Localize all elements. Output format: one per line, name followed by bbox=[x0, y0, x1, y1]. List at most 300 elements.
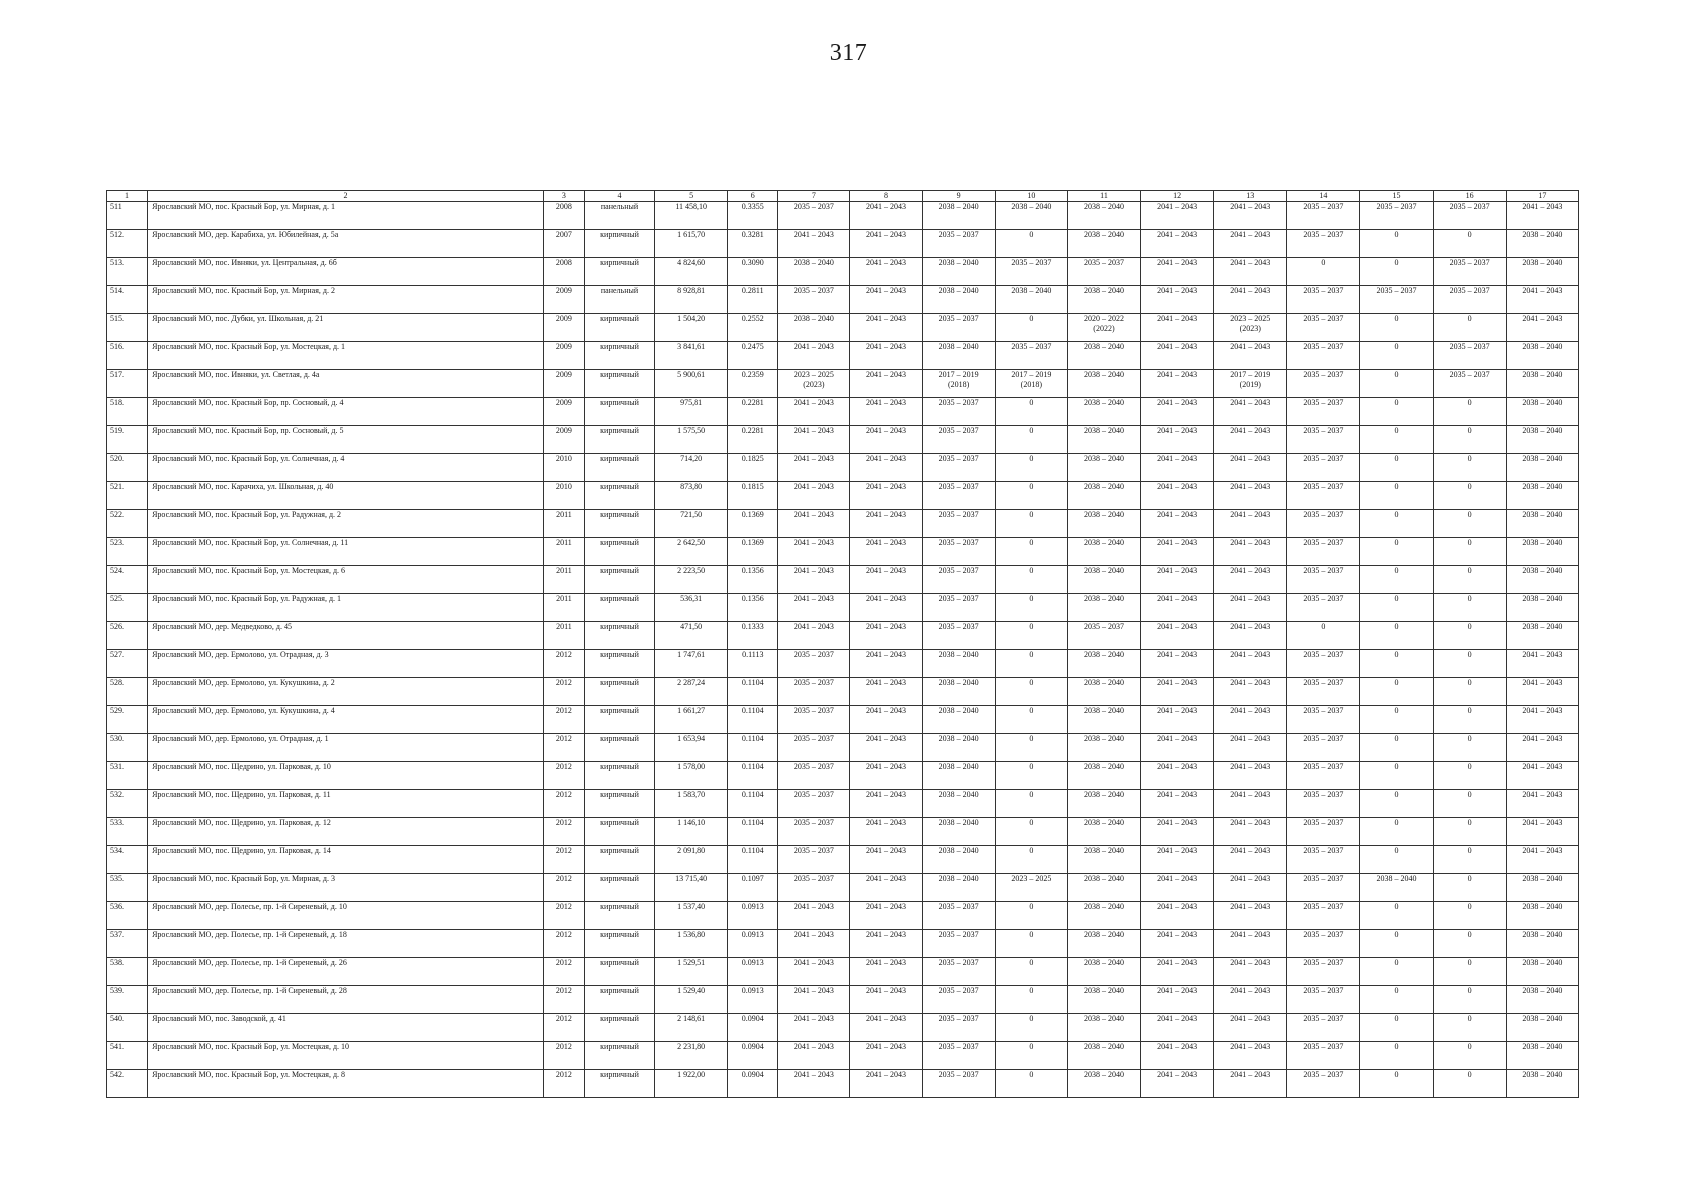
data-cell: 0 bbox=[995, 622, 1067, 650]
data-cell: 2038 – 2040 bbox=[1067, 566, 1140, 594]
table-row bbox=[107, 286, 1579, 314]
data-cell: 0.0904 bbox=[728, 1014, 778, 1042]
data-cell: 2035 – 2037 bbox=[1067, 622, 1140, 650]
data-cell: 2041 – 2043 bbox=[778, 1042, 850, 1070]
data-cell: кирпичный bbox=[584, 426, 654, 454]
data-cell: 2041 – 2043 bbox=[850, 734, 922, 762]
data-cell: 0 bbox=[1360, 454, 1433, 482]
data-cell: 0.1097 bbox=[728, 874, 778, 902]
data-cell: 0 bbox=[1433, 902, 1506, 930]
data-cell: 2012 bbox=[543, 1014, 584, 1042]
data-cell bbox=[922, 370, 995, 398]
data-cell: 2038 – 2040 bbox=[1506, 1070, 1578, 1098]
row-number-cell: 522. bbox=[107, 510, 148, 538]
data-cell: 2041 – 2043 bbox=[850, 762, 922, 790]
data-cell: 2038 – 2040 bbox=[1067, 958, 1140, 986]
data-cell: 2035 – 2037 bbox=[1287, 650, 1360, 678]
data-cell: 2038 – 2040 bbox=[1067, 818, 1140, 846]
data-cell: 2035 – 2037 bbox=[1287, 818, 1360, 846]
address-cell: Ярославский МО, пос. Красный Бор, ул. Мирная, д. 1 bbox=[148, 202, 544, 230]
data-cell: 2041 – 2043 bbox=[1506, 762, 1578, 790]
data-cell: кирпичный bbox=[584, 762, 654, 790]
data-cell: 2041 – 2043 bbox=[850, 818, 922, 846]
row-number-cell: 529. bbox=[107, 706, 148, 734]
data-cell: 975,81 bbox=[655, 398, 728, 426]
column-header-14: 14 bbox=[1287, 191, 1360, 202]
data-cell: 2035 – 2037 bbox=[778, 286, 850, 314]
data-cell: 1 583,70 bbox=[655, 790, 728, 818]
data-cell: 2035 – 2037 bbox=[1360, 202, 1433, 230]
data-cell: 0 bbox=[1360, 622, 1433, 650]
data-cell: кирпичный bbox=[584, 370, 654, 398]
row-number-cell: 524. bbox=[107, 566, 148, 594]
data-cell: 2035 – 2037 bbox=[922, 958, 995, 986]
data-cell: 2 287,24 bbox=[655, 678, 728, 706]
data-cell: 0 bbox=[995, 986, 1067, 1014]
data-cell: 0 bbox=[1360, 398, 1433, 426]
data-cell: 0 bbox=[1433, 706, 1506, 734]
data-cell: кирпичный bbox=[584, 958, 654, 986]
data-cell: 2038 – 2040 bbox=[1067, 1042, 1140, 1070]
data-cell: 2035 – 2037 bbox=[1287, 790, 1360, 818]
data-cell: 1 537,40 bbox=[655, 902, 728, 930]
data-cell: 0 bbox=[1360, 762, 1433, 790]
row-number-cell: 519. bbox=[107, 426, 148, 454]
cell-line: 2017 – 2019 bbox=[1011, 370, 1052, 379]
table-row bbox=[107, 734, 1579, 762]
data-cell: 471,50 bbox=[655, 622, 728, 650]
data-cell: 2038 – 2040 bbox=[1506, 230, 1578, 258]
data-cell: 2041 – 2043 bbox=[1141, 762, 1214, 790]
data-cell: 2041 – 2043 bbox=[850, 1014, 922, 1042]
table-row bbox=[107, 538, 1579, 566]
data-cell: 2041 – 2043 bbox=[1506, 846, 1578, 874]
data-cell: 2011 bbox=[543, 510, 584, 538]
data-cell: 2041 – 2043 bbox=[850, 986, 922, 1014]
data-cell: 0 bbox=[995, 734, 1067, 762]
data-cell: 8 928,81 bbox=[655, 286, 728, 314]
data-cell: 2038 – 2040 bbox=[1506, 930, 1578, 958]
data-cell: 2012 bbox=[543, 1070, 584, 1098]
data-cell bbox=[1067, 314, 1140, 342]
data-cell: 2038 – 2040 bbox=[1067, 202, 1140, 230]
data-cell: 0 bbox=[995, 678, 1067, 706]
data-cell: 0 bbox=[1433, 762, 1506, 790]
data-cell: 2041 – 2043 bbox=[778, 930, 850, 958]
data-cell: 0.2281 bbox=[728, 426, 778, 454]
data-cell: 2041 – 2043 bbox=[850, 342, 922, 370]
address-cell: Ярославский МО, пос. Щедрино, ул. Парковая, д. 12 bbox=[148, 818, 544, 846]
data-cell: 0 bbox=[995, 846, 1067, 874]
address-cell: Ярославский МО, пос. Красный Бор, ул. Радужная, д. 2 bbox=[148, 510, 544, 538]
data-cell: 2035 – 2037 bbox=[922, 566, 995, 594]
data-cell: 2035 – 2037 bbox=[1287, 986, 1360, 1014]
data-cell: кирпичный bbox=[584, 930, 654, 958]
data-cell: 2038 – 2040 bbox=[1506, 566, 1578, 594]
row-number-cell: 514. bbox=[107, 286, 148, 314]
data-cell: 2041 – 2043 bbox=[1214, 510, 1287, 538]
data-cell: 2012 bbox=[543, 874, 584, 902]
data-cell: 0 bbox=[995, 482, 1067, 510]
data-cell: 2041 – 2043 bbox=[1141, 510, 1214, 538]
data-cell: 2041 – 2043 bbox=[1214, 930, 1287, 958]
data-cell: 2011 bbox=[543, 622, 584, 650]
data-cell: 2007 bbox=[543, 230, 584, 258]
data-cell: 2038 – 2040 bbox=[922, 678, 995, 706]
data-cell: 0.1104 bbox=[728, 706, 778, 734]
data-cell: 2041 – 2043 bbox=[778, 454, 850, 482]
data-cell: 2041 – 2043 bbox=[1506, 650, 1578, 678]
data-cell: 0 bbox=[995, 818, 1067, 846]
data-cell: 2041 – 2043 bbox=[850, 1042, 922, 1070]
data-cell: 2041 – 2043 bbox=[1506, 790, 1578, 818]
data-cell: 0 bbox=[995, 650, 1067, 678]
data-cell: 2038 – 2040 bbox=[1067, 594, 1140, 622]
data-cell: 0 bbox=[1360, 678, 1433, 706]
data-cell: 0 bbox=[1360, 342, 1433, 370]
data-cell: 2041 – 2043 bbox=[850, 958, 922, 986]
data-cell: 2 231,80 bbox=[655, 1042, 728, 1070]
data-cell: кирпичный bbox=[584, 1042, 654, 1070]
data-cell: 2038 – 2040 bbox=[1067, 762, 1140, 790]
data-cell: 2038 – 2040 bbox=[1067, 930, 1140, 958]
data-cell: 0.3355 bbox=[728, 202, 778, 230]
data-cell: 2035 – 2037 bbox=[1287, 454, 1360, 482]
data-cell: 2038 – 2040 bbox=[922, 846, 995, 874]
address-cell: Ярославский МО, пос. Щедрино, ул. Парковая, д. 14 bbox=[148, 846, 544, 874]
data-cell: 0 bbox=[1433, 986, 1506, 1014]
data-cell: 2038 – 2040 bbox=[922, 650, 995, 678]
data-cell: 0 bbox=[1360, 1014, 1433, 1042]
row-number-cell: 532. bbox=[107, 790, 148, 818]
data-cell: 1 578,00 bbox=[655, 762, 728, 790]
data-cell: 2009 bbox=[543, 286, 584, 314]
table-row bbox=[107, 818, 1579, 846]
data-cell: 2041 – 2043 bbox=[778, 342, 850, 370]
data-cell: 2012 bbox=[543, 930, 584, 958]
cell-line: (2022) bbox=[1093, 324, 1115, 333]
address-cell: Ярославский МО, пос. Красный Бор, ул. Мостецкая, д. 1 bbox=[148, 342, 544, 370]
data-cell: 1 661,27 bbox=[655, 706, 728, 734]
data-cell: 2035 – 2037 bbox=[1287, 566, 1360, 594]
table-row bbox=[107, 678, 1579, 706]
data-cell: 2041 – 2043 bbox=[778, 1070, 850, 1098]
data-cell: 2041 – 2043 bbox=[850, 594, 922, 622]
column-header-10: 10 bbox=[995, 191, 1067, 202]
data-cell: 2041 – 2043 bbox=[778, 426, 850, 454]
data-cell: 0 bbox=[1360, 1042, 1433, 1070]
data-cell: 0 bbox=[1433, 958, 1506, 986]
data-cell: 2008 bbox=[543, 202, 584, 230]
data-cell: 11 458,10 bbox=[655, 202, 728, 230]
data-cell bbox=[1214, 314, 1287, 342]
data-cell: 2041 – 2043 bbox=[850, 426, 922, 454]
data-cell: 2041 – 2043 bbox=[1506, 678, 1578, 706]
row-number-cell: 515. bbox=[107, 314, 148, 342]
data-cell: 2041 – 2043 bbox=[850, 902, 922, 930]
data-cell: 0 bbox=[995, 1070, 1067, 1098]
data-cell: 0 bbox=[1360, 958, 1433, 986]
data-cell: 2012 bbox=[543, 790, 584, 818]
column-header-6: 6 bbox=[728, 191, 778, 202]
data-cell: 2041 – 2043 bbox=[1141, 874, 1214, 902]
data-cell: 0 bbox=[1433, 846, 1506, 874]
cell-line: 2023 – 2025 bbox=[1230, 314, 1271, 323]
data-cell: 2012 bbox=[543, 958, 584, 986]
table-row bbox=[107, 566, 1579, 594]
data-cell: 2041 – 2043 bbox=[850, 258, 922, 286]
data-cell: 2035 – 2037 bbox=[1067, 258, 1140, 286]
data-cell: 2035 – 2037 bbox=[1287, 846, 1360, 874]
data-cell: 2038 – 2040 bbox=[922, 818, 995, 846]
data-cell: 2 091,80 bbox=[655, 846, 728, 874]
data-cell: кирпичный bbox=[584, 678, 654, 706]
data-cell: 2038 – 2040 bbox=[1067, 426, 1140, 454]
data-cell: 0 bbox=[995, 1014, 1067, 1042]
data-cell: 0.1104 bbox=[728, 846, 778, 874]
data-cell: 0 bbox=[1360, 482, 1433, 510]
data-cell: 0 bbox=[1360, 426, 1433, 454]
data-cell: кирпичный bbox=[584, 790, 654, 818]
data-cell: 2038 – 2040 bbox=[1067, 482, 1140, 510]
data-cell: 2035 – 2037 bbox=[1433, 370, 1506, 398]
column-header-8: 8 bbox=[850, 191, 922, 202]
address-cell: Ярославский МО, пос. Красный Бор, ул. Мирная, д. 2 bbox=[148, 286, 544, 314]
data-cell: кирпичный bbox=[584, 622, 654, 650]
data-cell: 2041 – 2043 bbox=[1141, 678, 1214, 706]
data-cell: 2038 – 2040 bbox=[1506, 342, 1578, 370]
data-cell: 2041 – 2043 bbox=[1141, 902, 1214, 930]
data-cell: 0 bbox=[1433, 678, 1506, 706]
table-row bbox=[107, 790, 1579, 818]
row-number-cell: 537. bbox=[107, 930, 148, 958]
row-number-cell: 516. bbox=[107, 342, 148, 370]
data-cell: 2041 – 2043 bbox=[1141, 454, 1214, 482]
data-cell: 0 bbox=[995, 594, 1067, 622]
data-cell: 0.1104 bbox=[728, 734, 778, 762]
data-cell: 0 bbox=[1360, 538, 1433, 566]
address-cell: Ярославский МО, пос. Ивняки, ул. Светлая, д. 4а bbox=[148, 370, 544, 398]
data-cell: 0 bbox=[995, 706, 1067, 734]
address-cell: Ярославский МО, дер. Ермолово, ул. Отрадная, д. 3 bbox=[148, 650, 544, 678]
data-cell: 2035 – 2037 bbox=[1287, 314, 1360, 342]
data-cell: 2008 bbox=[543, 258, 584, 286]
data-cell: кирпичный bbox=[584, 986, 654, 1014]
data-cell: 0 bbox=[1433, 818, 1506, 846]
data-cell: кирпичный bbox=[584, 650, 654, 678]
data-cell: 1 615,70 bbox=[655, 230, 728, 258]
data-cell: 2035 – 2037 bbox=[922, 902, 995, 930]
data-cell: 2035 – 2037 bbox=[922, 930, 995, 958]
data-cell: 2035 – 2037 bbox=[1287, 1042, 1360, 1070]
data-cell: 0 bbox=[1433, 538, 1506, 566]
data-cell: 2035 – 2037 bbox=[778, 650, 850, 678]
data-cell: 2041 – 2043 bbox=[1214, 454, 1287, 482]
address-cell: Ярославский МО, пос. Щедрино, ул. Парковая, д. 10 bbox=[148, 762, 544, 790]
data-cell: 2038 – 2040 bbox=[1067, 650, 1140, 678]
data-cell: 2041 – 2043 bbox=[1214, 818, 1287, 846]
data-cell: 2035 – 2037 bbox=[1287, 370, 1360, 398]
cell-line: 2017 – 2019 bbox=[1230, 370, 1271, 379]
data-cell: 2041 – 2043 bbox=[1214, 846, 1287, 874]
data-cell: 13 715,40 bbox=[655, 874, 728, 902]
table-row bbox=[107, 902, 1579, 930]
table-row bbox=[107, 342, 1579, 370]
data-cell: 2041 – 2043 bbox=[1214, 678, 1287, 706]
table-row bbox=[107, 706, 1579, 734]
data-cell: 2035 – 2037 bbox=[922, 594, 995, 622]
data-cell: 2041 – 2043 bbox=[1141, 594, 1214, 622]
data-cell: 2035 – 2037 bbox=[1433, 342, 1506, 370]
data-cell: 2035 – 2037 bbox=[1360, 286, 1433, 314]
data-cell: 0 bbox=[1360, 510, 1433, 538]
data-cell: 2041 – 2043 bbox=[778, 566, 850, 594]
data-cell: 2009 bbox=[543, 426, 584, 454]
data-cell: 2041 – 2043 bbox=[1214, 790, 1287, 818]
data-cell: 2041 – 2043 bbox=[1506, 706, 1578, 734]
table-row bbox=[107, 594, 1579, 622]
table-row bbox=[107, 370, 1579, 398]
data-cell: 2038 – 2040 bbox=[995, 286, 1067, 314]
data-cell: 2041 – 2043 bbox=[1141, 986, 1214, 1014]
data-cell: 2041 – 2043 bbox=[778, 482, 850, 510]
data-cell: 2035 – 2037 bbox=[778, 846, 850, 874]
data-cell: 2041 – 2043 bbox=[778, 986, 850, 1014]
data-cell: 2038 – 2040 bbox=[1506, 426, 1578, 454]
data-cell: 0.0913 bbox=[728, 986, 778, 1014]
data-cell: 0.3090 bbox=[728, 258, 778, 286]
data-cell: 2041 – 2043 bbox=[850, 790, 922, 818]
data-cell: 2038 – 2040 bbox=[1506, 1014, 1578, 1042]
data-cell: 2041 – 2043 bbox=[778, 958, 850, 986]
data-cell: 2041 – 2043 bbox=[1214, 398, 1287, 426]
data-cell: 2038 – 2040 bbox=[1067, 1014, 1140, 1042]
address-cell: Ярославский МО, пос. Красный Бор, ул. Мостецкая, д. 10 bbox=[148, 1042, 544, 1070]
data-cell: 2035 – 2037 bbox=[922, 398, 995, 426]
table-header bbox=[107, 191, 1579, 202]
data-cell: 2041 – 2043 bbox=[850, 678, 922, 706]
data-cell: кирпичный bbox=[584, 314, 654, 342]
row-number-cell: 525. bbox=[107, 594, 148, 622]
data-cell: 2012 bbox=[543, 818, 584, 846]
data-cell: 0.1369 bbox=[728, 538, 778, 566]
data-cell: 2035 – 2037 bbox=[1287, 286, 1360, 314]
row-number-cell: 518. bbox=[107, 398, 148, 426]
data-cell: 0 bbox=[1433, 594, 1506, 622]
data-cell: 2038 – 2040 bbox=[1506, 986, 1578, 1014]
row-number-cell: 528. bbox=[107, 678, 148, 706]
data-cell: 0 bbox=[1360, 818, 1433, 846]
page-number: 317 bbox=[829, 40, 868, 66]
data-cell: 2035 – 2037 bbox=[1287, 1014, 1360, 1042]
row-number-cell: 535. bbox=[107, 874, 148, 902]
data-cell: 2041 – 2043 bbox=[850, 202, 922, 230]
data-cell: 2035 – 2037 bbox=[922, 426, 995, 454]
data-cell: 0.1333 bbox=[728, 622, 778, 650]
column-header-16: 16 bbox=[1433, 191, 1506, 202]
data-cell: 2009 bbox=[543, 398, 584, 426]
data-cell: 721,50 bbox=[655, 510, 728, 538]
data-cell: 0 bbox=[995, 454, 1067, 482]
data-cell: 0 bbox=[1433, 930, 1506, 958]
data-cell: 2041 – 2043 bbox=[1141, 566, 1214, 594]
row-number-cell: 513. bbox=[107, 258, 148, 286]
data-cell: 2038 – 2040 bbox=[1067, 1070, 1140, 1098]
data-cell: 2012 bbox=[543, 650, 584, 678]
data-cell: кирпичный bbox=[584, 594, 654, 622]
data-cell: 2038 – 2040 bbox=[1067, 230, 1140, 258]
data-cell: 2041 – 2043 bbox=[1214, 958, 1287, 986]
table-row bbox=[107, 622, 1579, 650]
table-row bbox=[107, 258, 1579, 286]
data-cell: 1 536,80 bbox=[655, 930, 728, 958]
data-cell: 0.3281 bbox=[728, 230, 778, 258]
row-number-cell: 512. bbox=[107, 230, 148, 258]
data-cell: 0 bbox=[1360, 1070, 1433, 1098]
data-cell: 1 504,20 bbox=[655, 314, 728, 342]
data-cell: 2041 – 2043 bbox=[1141, 1070, 1214, 1098]
data-cell: 2038 – 2040 bbox=[922, 342, 995, 370]
data-cell: 2041 – 2043 bbox=[1214, 902, 1287, 930]
data-cell: 2041 – 2043 bbox=[1141, 342, 1214, 370]
data-cell: 1 922,00 bbox=[655, 1070, 728, 1098]
data-cell: 0 bbox=[1287, 258, 1360, 286]
data-cell: 2035 – 2037 bbox=[778, 678, 850, 706]
data-cell: 2041 – 2043 bbox=[1214, 650, 1287, 678]
row-number-cell: 542. bbox=[107, 1070, 148, 1098]
data-cell: 2035 – 2037 bbox=[922, 1070, 995, 1098]
data-cell: 2035 – 2037 bbox=[778, 790, 850, 818]
data-cell: 2041 – 2043 bbox=[1214, 874, 1287, 902]
data-cell: 0 bbox=[995, 762, 1067, 790]
table-row bbox=[107, 650, 1579, 678]
data-cell: 2012 bbox=[543, 902, 584, 930]
data-cell: 2038 – 2040 bbox=[922, 286, 995, 314]
data-cell: 0 bbox=[1360, 650, 1433, 678]
data-cell: 2041 – 2043 bbox=[850, 706, 922, 734]
data-cell: 2035 – 2037 bbox=[1433, 286, 1506, 314]
data-cell: 2012 bbox=[543, 1042, 584, 1070]
data-cell: 0 bbox=[1360, 566, 1433, 594]
data-cell: 2041 – 2043 bbox=[1214, 202, 1287, 230]
address-cell: Ярославский МО, пос. Красный Бор, пр. Сосновый, д. 5 bbox=[148, 426, 544, 454]
data-cell: 2035 – 2037 bbox=[1287, 426, 1360, 454]
data-cell: 2041 – 2043 bbox=[850, 846, 922, 874]
cell-line: (2018) bbox=[1020, 380, 1042, 389]
data-cell: 0 bbox=[995, 538, 1067, 566]
data-cell: кирпичный bbox=[584, 230, 654, 258]
data-cell: 2041 – 2043 bbox=[850, 454, 922, 482]
data-cell: 2035 – 2037 bbox=[995, 258, 1067, 286]
data-cell: 2041 – 2043 bbox=[1214, 1042, 1287, 1070]
data-cell: 2038 – 2040 bbox=[1506, 454, 1578, 482]
data-cell: 2041 – 2043 bbox=[1141, 622, 1214, 650]
table-row bbox=[107, 454, 1579, 482]
address-cell: Ярославский МО, пос. Заводской, д. 41 bbox=[148, 1014, 544, 1042]
data-cell: 0 bbox=[995, 902, 1067, 930]
data-cell: 2041 – 2043 bbox=[778, 230, 850, 258]
address-cell: Ярославский МО, пос. Дубки, ул. Школьная, д. 21 bbox=[148, 314, 544, 342]
address-cell: Ярославский МО, пос. Красный Бор, ул. Солнечная, д. 11 bbox=[148, 538, 544, 566]
data-cell: 2041 – 2043 bbox=[850, 622, 922, 650]
data-cell: 0.1104 bbox=[728, 762, 778, 790]
data-cell: 2035 – 2037 bbox=[922, 538, 995, 566]
table-row bbox=[107, 426, 1579, 454]
data-cell: 0 bbox=[995, 930, 1067, 958]
table-body bbox=[107, 202, 1579, 1098]
data-cell: 2038 – 2040 bbox=[1067, 874, 1140, 902]
data-cell: 2035 – 2037 bbox=[778, 202, 850, 230]
